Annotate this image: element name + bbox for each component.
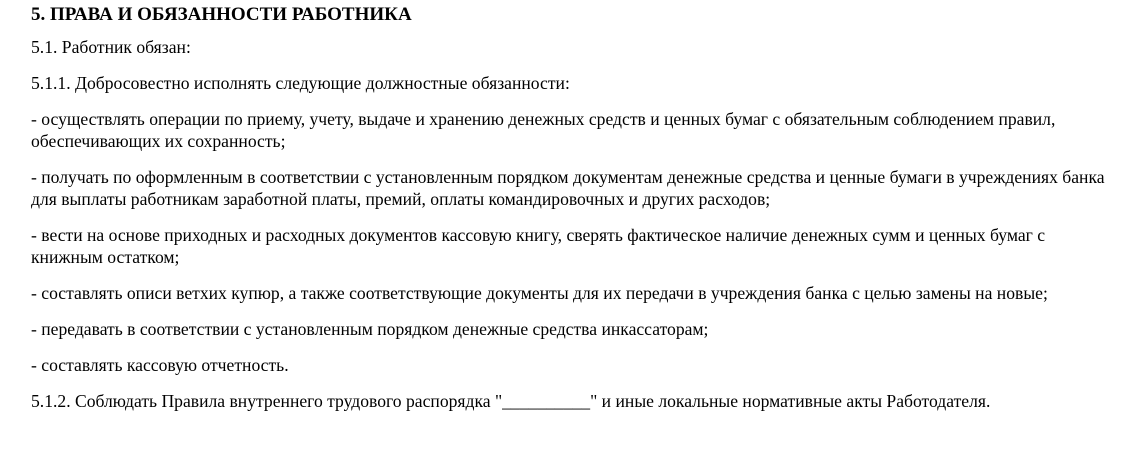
duty-item-receive-funds: - получать по оформленным в соответствии с установленным порядком документам денежные средства и ценные бумаги в учреждениях банка для выплаты работникам заработной платы, премий, оплаты командировочных и других расходов; (31, 167, 1105, 209)
duty-item-transfer-collectors: - передавать в соответствии с установленным порядком денежные средства инкассаторам; (31, 319, 709, 339)
duty-item-cash-reporting: - составлять кассовую отчетность. (31, 355, 289, 375)
paragraph-5-1: 5.1. Работник обязан: (31, 37, 191, 57)
duty-item-worn-banknotes: - составлять описи ветхих купюр, а также соответствующие документы для их передачи в учреждения банка с целью замены на новые; (31, 283, 1048, 303)
paragraph-5-1-1: 5.1.1. Добросовестно исполнять следующие должностные обязанности: (31, 73, 570, 93)
section-heading: 5. ПРАВА И ОБЯЗАННОСТИ РАБОТНИКА (31, 4, 412, 25)
duty-item-cash-operations: - осуществлять операции по приему, учету, выдаче и хранению денежных средств и ценных бумаг с обязательным соблюдением правил, обеспечивающих их сохранность; (31, 109, 1056, 151)
duty-item-cash-book: - вести на основе приходных и расходных документов кассовую книгу, сверять фактическое наличие денежных сумм и ценных бумаг с книжным остатком; (31, 225, 1046, 267)
paragraph-5-1-2: 5.1.2. Соблюдать Правила внутреннего трудового распорядка "__________" и иные локальные нормативные акты Работодателя. (31, 391, 991, 411)
